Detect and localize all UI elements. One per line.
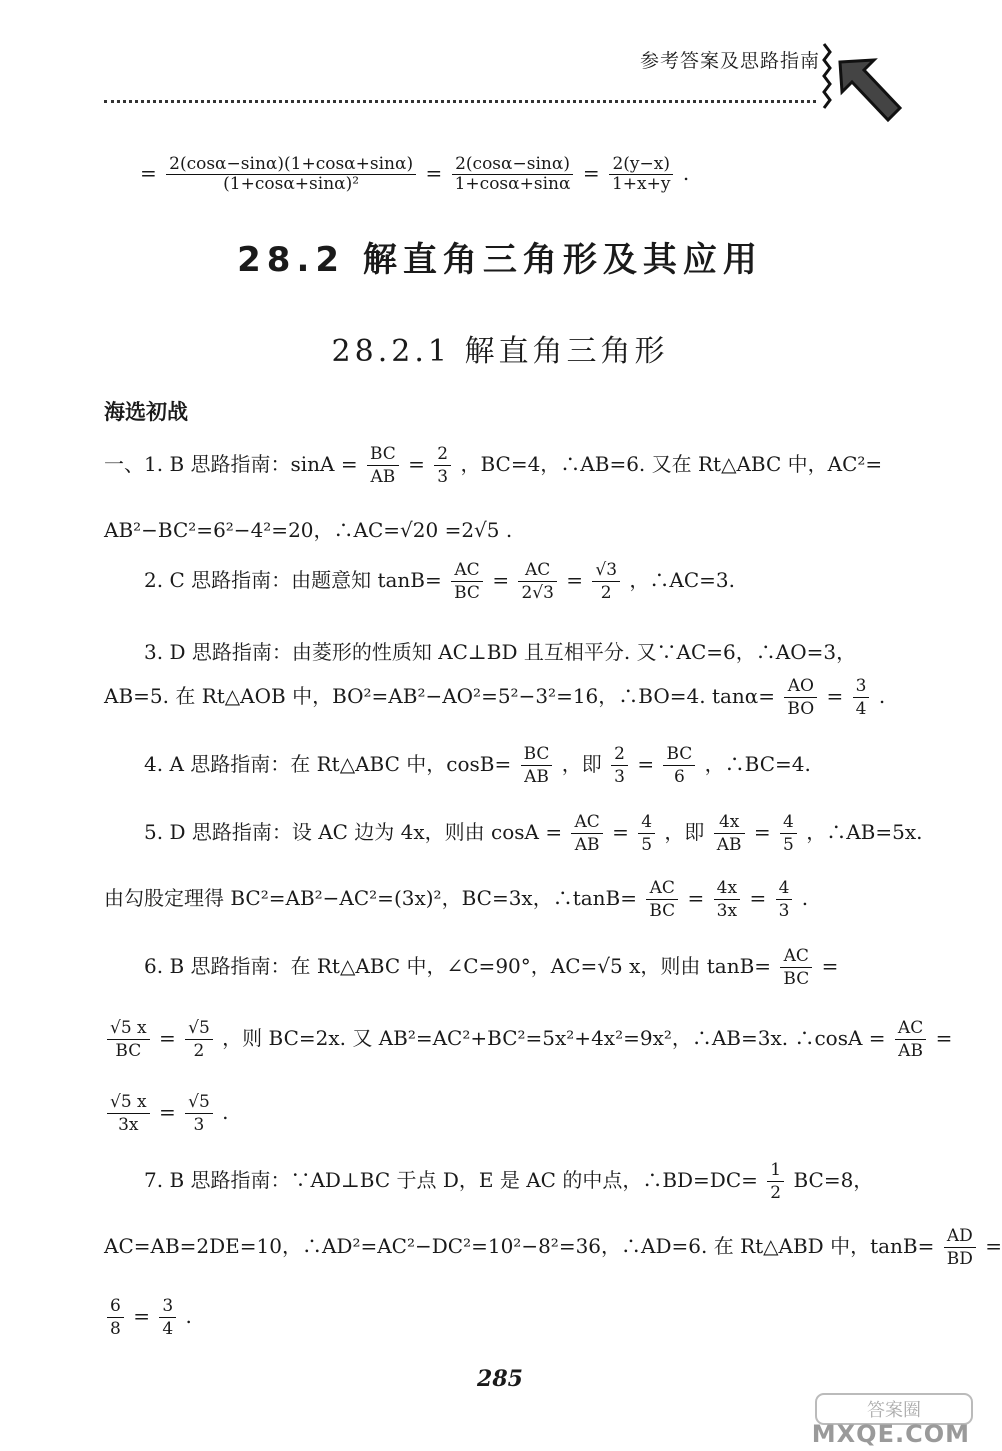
answer-4: 4. A 思路指南：在 Rt△ABC 中，cosB= $\frac{BC}{AB}$ ，即 $\frac{2}{3}$ = $\frac{BC}{6}$ ，∴BC=4. [144,744,811,787]
answer-7-line1: 7. B 思路指南：∵AD⊥BC 于点 D，E 是 AC 的中点，∴BD=DC= $\frac{1}{2}$ BC=8， [144,1160,874,1203]
page-number: 285 [477,1366,523,1392]
answer-2: 2. C 思路指南：由题意知 tanB= $\frac{AC}{BC}$ = $\frac{AC}{2√3}$ = $\frac{√3}{2}$ ，∴AC=3. [144,560,735,603]
watermark-text: MXQE.COM [811,1420,970,1448]
running-header-title: 参考答案及思路指南 [639,50,820,72]
answer-7-line3: $\frac{6}{8}$ = $\frac{3}{4}$ . [104,1296,192,1339]
top-formula: = $\frac{2(\cos\alpha-\sin\alpha)(1+\cos\alpha+\sin\alpha)}{\text{(1+cosα+sinα)²}}$ = $\frac{2(\cos\alpha-\sin\alpha)}{1+\cos\alpha+\sin\alpha}$ = $\frac{2(y-x)}{1+x+y}$ . [140,154,690,194]
fraction: $\frac{2(\cos\alpha-\sin\alpha)(1+\cos\alpha+\sin\alpha)}{\text{(1+cosα+sinα)²}}$ [166,156,416,193]
exercise-label: 海选初战 [104,400,188,424]
section-title: 28.2 解直角三角形及其应用 [237,240,763,280]
subsection-title: 28.2.1 解直角三角形 [331,334,669,369]
answer-3-line2: AB=5. 在 Rt△AOB 中，BO²=AB²−AO²=5²−3²=16，∴BO=4. tanα= $\frac{AO}{BO}$ = $\frac{3}{4}$ . [104,676,886,719]
answer-1-line2: AB²−BC²=6²−4²=20，∴AC=√20 =2√5 . [104,518,513,542]
answer-7-line2: AC=AB=2DE=10，∴AD²=AC²−DC²=10²−8²=36，∴AD=6. 在 Rt△ABD 中，tanB= $\frac{AD}{BD}$ = [104,1226,1002,1269]
arrow-corner-icon [816,38,912,134]
svg-text:答案圈: 答案圈 [867,1400,921,1421]
fraction: $\frac{2(y-x)}{1+x+y}$ [609,156,674,193]
answer-1-line1: 一、1. B 思路指南：sinA = $\frac{BC}{AB}$ = $\frac{2}{3}$ ，BC=4，∴AB=6. 又在 Rt△ABC 中，AC²= [104,444,883,487]
fraction: $\frac{2(\cos\alpha-\sin\alpha)}{1+\cos\alpha+\sin\alpha}$ [452,156,574,193]
answer-6-line3: $\frac{√5 x}{3x}$ = $\frac{√5}{3}$ . [104,1092,229,1135]
answer-6-line1: 6. B 思路指南：在 Rt△ABC 中，∠C=90°，AC=√5 x，则由 tanB= $\frac{AC}{BC}$ = [144,946,839,989]
header-dotted-rule [104,100,816,103]
answer-3-line1: 3. D 思路指南：由菱形的性质知 AC⊥BD 且互相平分. 又∵AC=6，∴AO=3， [144,640,857,664]
answer-5-line1: 5. D 思路指南：设 AC 边为 4x，则由 cosA = $\frac{AC}{AB}$ = $\frac{4}{5}$ ，即 $\frac{4x}{AB}$ = $\frac{4}{5}$ ，∴AB=5x. [144,812,923,855]
answer-5-line2: 由勾股定理得 BC²=AB²−AC²=(3x)²，BC=3x，∴tanB= $\frac{AC}{BC}$ = $\frac{4x}{3x}$ = $\frac{4}{3}$ . [104,878,809,921]
answer-6-line2: $\frac{√5 x}{BC}$ = $\frac{√5}{2}$ ，则 BC=2x. 又 AB²=AC²+BC²=5x²+4x²=9x²，∴AB=3x. ∴cosA = $\frac{AC}{AB}$ = [104,1018,952,1061]
